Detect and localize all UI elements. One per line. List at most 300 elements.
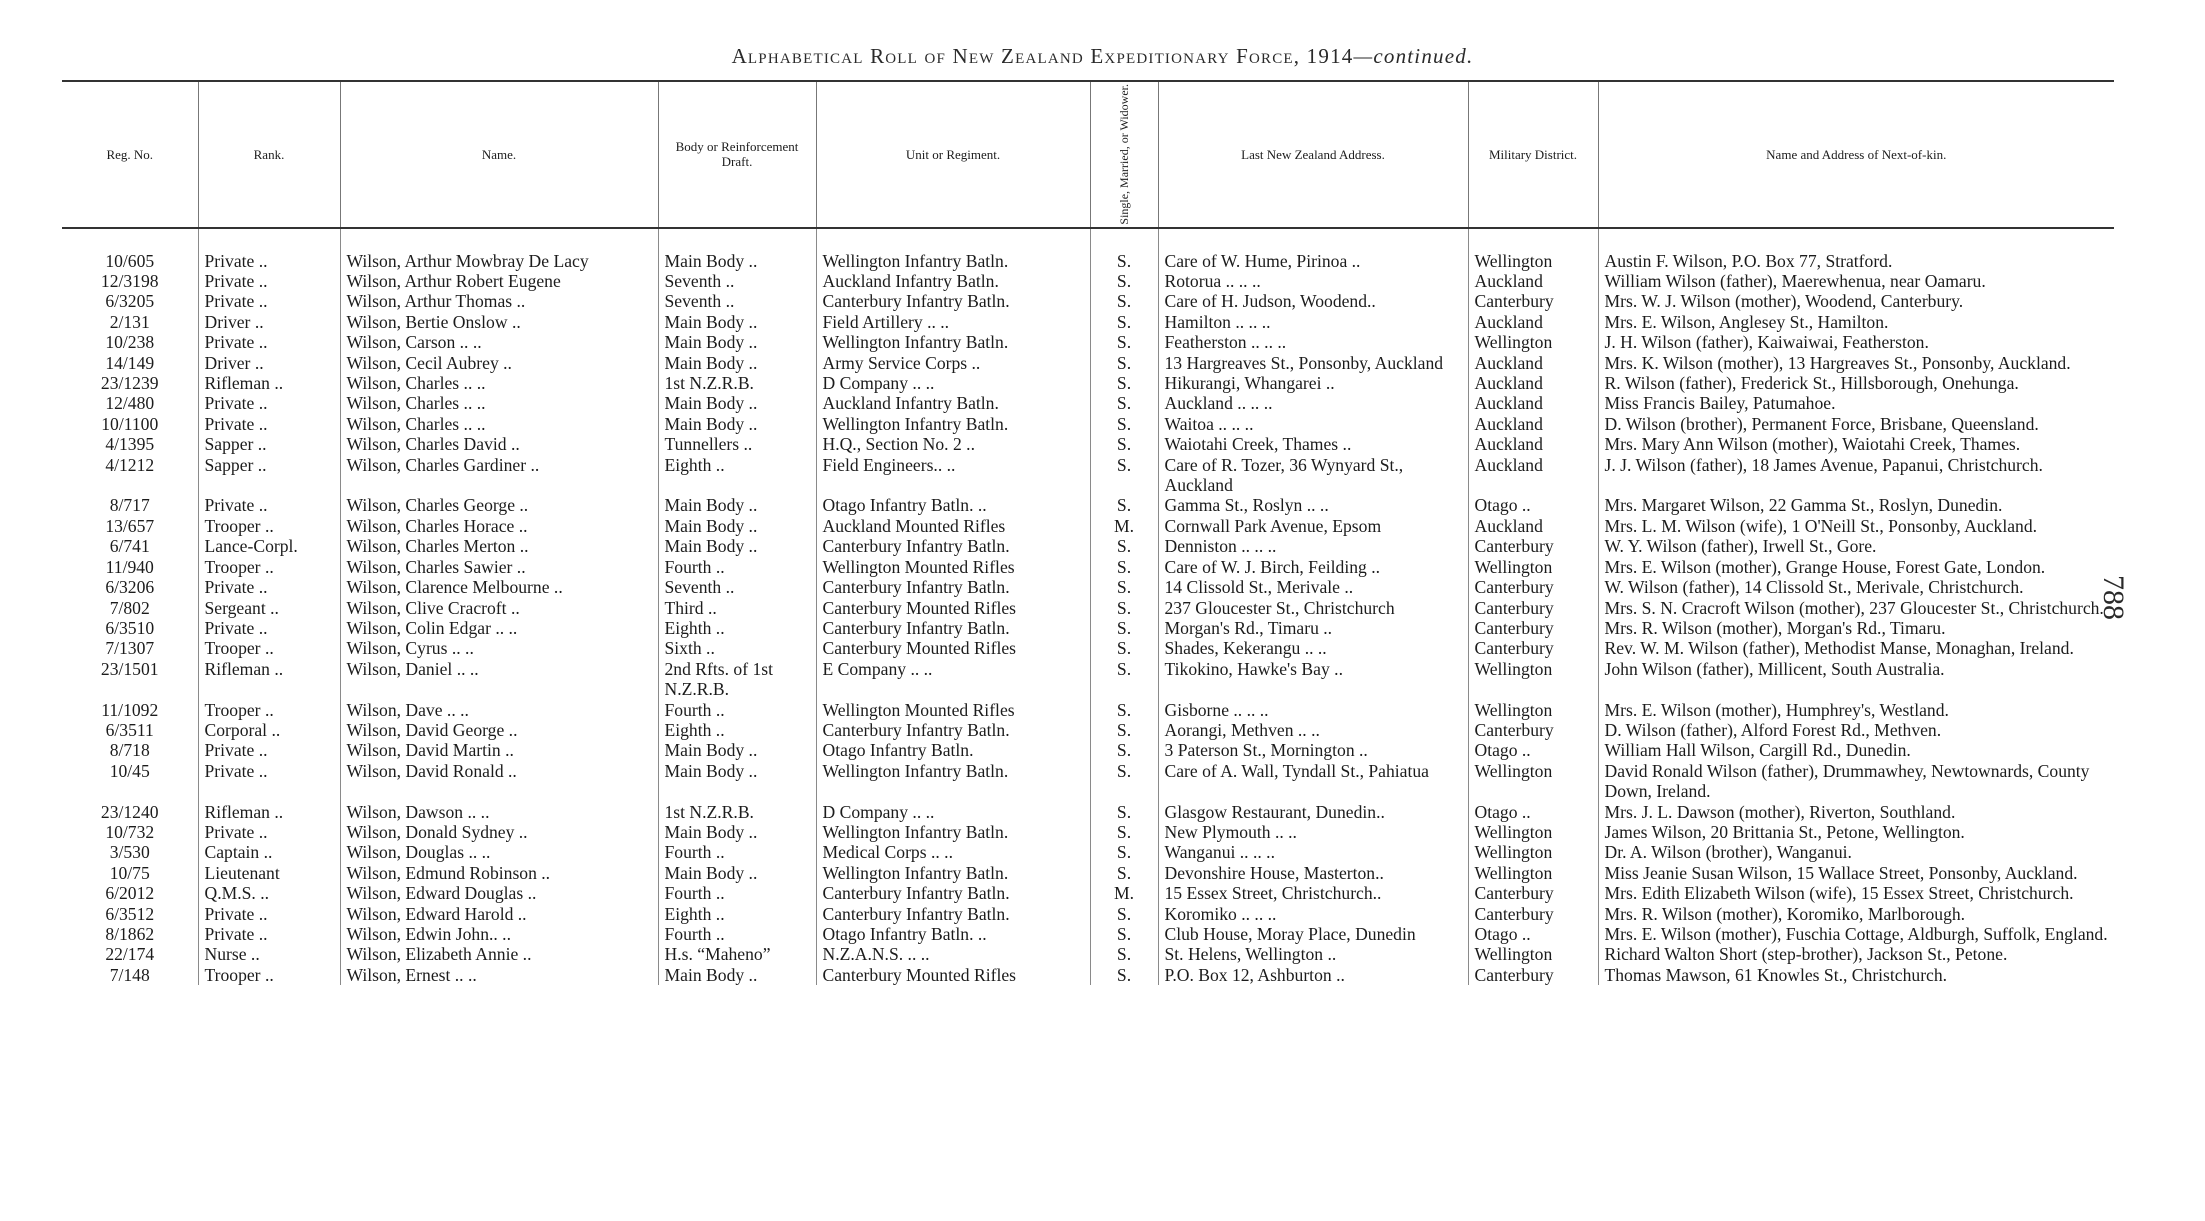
body-cell: Main Body .. [658,761,816,802]
address-cell: Care of R. Tozer, 36 Wynyard St., Auckland [1158,455,1468,496]
district-cell: Canterbury [1468,291,1598,311]
body-cell: Fourth .. [658,557,816,577]
district-cell: Otago .. [1468,802,1598,822]
reg-no-cell: 10/732 [105,821,155,842]
next-of-kin-cell: John Wilson (father), Millicent, South Australia. [1598,659,2114,700]
rank-cell: Private .. [198,495,340,515]
marital-status-cell: S. [1090,291,1158,311]
reg-no-cell: 3/530 [109,842,150,863]
body-cell: Seventh .. [658,271,816,291]
next-of-kin-cell: Austin F. Wilson, P.O. Box 77, Stratford. [1598,251,2114,271]
marital-status-cell: S. [1090,638,1158,658]
table-row [62,802,2114,822]
reg-no-cell: 6/3511 [105,719,154,740]
district-cell: Auckland [1468,312,1598,332]
address-cell: Care of A. Wall, Tyndall St., Pahiatua [1158,761,1468,802]
unit-cell: Wellington Infantry Batln. [816,822,1090,842]
marital-status-cell: S. [1090,700,1158,720]
rank-cell: Private .. [198,924,340,944]
column-header-name: Name. [340,81,658,228]
unit-cell: Army Service Corps .. [816,353,1090,373]
rank-cell: Private .. [198,251,340,271]
body-cell: Eighth .. [658,904,816,924]
marital-status-cell: S. [1090,312,1158,332]
table-header [62,81,2114,228]
marital-status-cell: S. [1090,373,1158,393]
address-cell: New Plymouth .. .. [1158,822,1468,842]
unit-cell: Canterbury Infantry Batln. [816,904,1090,924]
name-cell: Wilson, Douglas .. .. [340,842,658,862]
unit-cell: E Company .. .. [816,659,1090,700]
marital-status-cell: S. [1090,924,1158,944]
unit-cell: Auckland Mounted Rifles [816,516,1090,536]
rank-cell: Trooper .. [198,638,340,658]
next-of-kin-cell: Miss Francis Bailey, Patumahoe. [1598,393,2114,413]
address-cell: Devonshire House, Masterton.. [1158,863,1468,883]
unit-cell: Field Engineers.. .. [816,455,1090,496]
district-cell: Auckland [1468,373,1598,393]
marital-status-cell: S. [1090,965,1158,985]
table-row [62,557,2114,577]
body-cell: Main Body .. [658,516,816,536]
marital-status-cell: S. [1090,761,1158,802]
next-of-kin-cell: Dr. A. Wilson (brother), Wanganui. [1598,842,2114,862]
table-row [62,842,2114,862]
table-row [62,638,2114,658]
district-cell: Otago .. [1468,740,1598,760]
name-cell: Wilson, Charles Gardiner .. [340,455,658,496]
address-cell: 13 Hargreaves St., Ponsonby, Auckland [1158,353,1468,373]
rank-cell: Corporal .. [198,720,340,740]
marital-status-cell: S. [1090,536,1158,556]
rank-cell: Rifleman .. [198,802,340,822]
address-cell: St. Helens, Wellington .. [1158,944,1468,964]
table-row [62,863,2114,883]
reg-no-cell: 23/1239 [100,373,159,394]
table-row [62,434,2114,454]
marital-status-cell: S. [1090,495,1158,515]
name-cell: Wilson, Charles .. .. [340,373,658,393]
table-row [62,312,2114,332]
body-cell: Tunnellers .. [658,434,816,454]
unit-cell: Wellington Infantry Batln. [816,251,1090,271]
table-row [62,271,2114,291]
next-of-kin-cell: Mrs. J. L. Dawson (mother), Riverton, Southland. [1598,802,2114,822]
marital-status-cell: S. [1090,332,1158,352]
table-row [62,883,2114,903]
next-of-kin-cell: J. J. Wilson (father), 18 James Avenue, Papanui, Christchurch. [1598,455,2114,496]
column-header-reg-no: Reg. No. [62,81,198,228]
rank-cell: Private .. [198,577,340,597]
marital-status-cell: S. [1090,842,1158,862]
body-cell: Main Body .. [658,740,816,760]
unit-cell: Otago Infantry Batln. .. [816,495,1090,515]
name-cell: Wilson, Clarence Melbourne .. [340,577,658,597]
name-cell: Wilson, Cecil Aubrey .. [340,353,658,373]
rank-cell: Driver .. [198,312,340,332]
next-of-kin-cell: Mrs. R. Wilson (mother), Morgan's Rd., Timaru. [1598,618,2114,638]
district-cell: Canterbury [1468,965,1598,985]
page-title-continued: —continued. [1353,44,1474,68]
name-cell: Wilson, Arthur Mowbray De Lacy [340,251,658,271]
address-cell: Waitoa .. .. .. [1158,414,1468,434]
body-cell: Eighth .. [658,455,816,496]
rank-cell: Nurse .. [198,944,340,964]
column-header-address: Last New Zealand Address. [1158,81,1468,228]
unit-cell: D Company .. .. [816,802,1090,822]
name-cell: Wilson, Charles Sawier .. [340,557,658,577]
body-cell: Fourth .. [658,842,816,862]
name-cell: Wilson, Edmund Robinson .. [340,863,658,883]
next-of-kin-cell: Mrs. R. Wilson (mother), Koromiko, Marlborough. [1598,904,2114,924]
unit-cell: Canterbury Mounted Rifles [816,598,1090,618]
column-header-rank: Rank. [198,81,340,228]
next-of-kin-cell: Thomas Mawson, 61 Knowles St., Christchurch. [1598,965,2114,985]
marital-status-cell: S. [1090,863,1158,883]
address-cell: Waiotahi Creek, Thames .. [1158,434,1468,454]
table-row [62,536,2114,556]
name-cell: Wilson, Charles George .. [340,495,658,515]
name-cell: Wilson, Charles Horace .. [340,516,658,536]
reg-no-cell: 6/2012 [105,883,155,904]
body-cell: Main Body .. [658,863,816,883]
district-cell: Canterbury [1468,904,1598,924]
rank-cell: Trooper .. [198,700,340,720]
body-cell: Sixth .. [658,638,816,658]
address-cell: Morgan's Rd., Timaru .. [1158,618,1468,638]
name-cell: Wilson, Dawson .. .. [340,802,658,822]
table-row [62,904,2114,924]
rank-cell: Rifleman .. [198,659,340,700]
district-cell: Wellington [1468,842,1598,862]
name-cell: Wilson, Charles Merton .. [340,536,658,556]
name-cell: Wilson, Clive Cracroft .. [340,598,658,618]
rank-cell: Driver .. [198,353,340,373]
column-header-next-of-kin: Name and Address of Next-of-kin. [1598,81,2114,228]
body-cell: Eighth .. [658,720,816,740]
unit-cell: Wellington Infantry Batln. [816,863,1090,883]
table-row [62,353,2114,373]
next-of-kin-cell: Mrs. E. Wilson (mother), Grange House, Forest Gate, London. [1598,557,2114,577]
name-cell: Wilson, David Martin .. [340,740,658,760]
unit-cell: H.Q., Section No. 2 .. [816,434,1090,454]
next-of-kin-cell: W. Wilson (father), 14 Clissold St., Merivale, Christchurch. [1598,577,2114,597]
body-cell: 1st N.Z.R.B. [658,373,816,393]
district-cell: Wellington [1468,659,1598,700]
unit-cell: Canterbury Infantry Batln. [816,883,1090,903]
column-header-body: Body or Reinforcement Draft. [658,81,816,228]
table-row [62,495,2114,515]
reg-no-cell: 13/657 [105,515,155,536]
address-cell: Club House, Moray Place, Dunedin [1158,924,1468,944]
unit-cell: Wellington Infantry Batln. [816,761,1090,802]
next-of-kin-cell: Mrs. E. Wilson, Anglesey St., Hamilton. [1598,312,2114,332]
next-of-kin-cell: W. Y. Wilson (father), Irwell St., Gore. [1598,536,2114,556]
column-header-district: Military District. [1468,81,1598,228]
address-cell: Auckland .. .. .. [1158,393,1468,413]
column-header-unit: Unit or Regiment. [816,81,1090,228]
unit-cell: Wellington Infantry Batln. [816,414,1090,434]
address-cell: Cornwall Park Avenue, Epsom [1158,516,1468,536]
rank-cell: Trooper .. [198,557,340,577]
marital-status-cell: S. [1090,802,1158,822]
unit-cell: Wellington Mounted Rifles [816,700,1090,720]
body-cell: Seventh .. [658,291,816,311]
name-cell: Wilson, David George .. [340,720,658,740]
address-cell: Aorangi, Methven .. .. [1158,720,1468,740]
reg-no-cell: 10/605 [105,250,155,271]
rank-cell: Private .. [198,740,340,760]
rank-cell: Sapper .. [198,434,340,454]
name-cell: Wilson, Charles .. .. [340,393,658,413]
district-cell: Auckland [1468,455,1598,496]
reg-no-cell: 6/741 [109,536,150,557]
marital-status-cell: S. [1090,455,1158,496]
table-row [62,618,2114,638]
address-cell: 14 Clissold St., Merivale .. [1158,577,1468,597]
district-cell: Auckland [1468,353,1598,373]
body-cell: Main Body .. [658,536,816,556]
name-cell: Wilson, Bertie Onslow .. [340,312,658,332]
table-row [62,577,2114,597]
address-cell: Wanganui .. .. .. [1158,842,1468,862]
district-cell: Wellington [1468,557,1598,577]
table-row [62,393,2114,413]
address-cell: Rotorua .. .. .. [1158,271,1468,291]
reg-no-cell: 8/1862 [105,924,155,945]
address-cell: Tikokino, Hawke's Bay .. [1158,659,1468,700]
next-of-kin-cell: Mrs. S. N. Cracroft Wilson (mother), 237 Gloucester St., Christchurch. [1598,598,2114,618]
unit-cell: Auckland Infantry Batln. [816,271,1090,291]
unit-cell: Otago Infantry Batln. [816,740,1090,760]
body-cell: Fourth .. [658,924,816,944]
column-header-marital-status-label: Single, Married, or Widower. [1117,84,1131,225]
reg-no-cell: 12/3198 [100,271,159,292]
unit-cell: Canterbury Infantry Batln. [816,291,1090,311]
unit-cell: Canterbury Infantry Batln. [816,720,1090,740]
marital-status-cell: S. [1090,904,1158,924]
name-cell: Wilson, Charles David .. [340,434,658,454]
body-cell: Third .. [658,598,816,618]
unit-cell: Canterbury Infantry Batln. [816,577,1090,597]
marital-status-cell: S. [1090,944,1158,964]
reg-no-cell: 7/148 [109,964,150,985]
next-of-kin-cell: J. H. Wilson (father), Kaiwaiwai, Featherston. [1598,332,2114,352]
table-row [62,720,2114,740]
district-cell: Wellington [1468,944,1598,964]
name-cell: Wilson, Carson .. .. [340,332,658,352]
marital-status-cell: S. [1090,434,1158,454]
rank-cell: Private .. [198,822,340,842]
next-of-kin-cell: Mrs. Margaret Wilson, 22 Gamma St., Roslyn, Dunedin. [1598,495,2114,515]
district-cell: Canterbury [1468,618,1598,638]
body-cell: Seventh .. [658,577,816,597]
reg-no-cell: 8/717 [109,495,150,516]
district-cell: Wellington [1468,761,1598,802]
reg-no-cell: 11/940 [105,556,154,577]
rank-cell: Private .. [198,332,340,352]
next-of-kin-cell: William Hall Wilson, Cargill Rd., Dunedin. [1598,740,2114,760]
reg-no-cell: 7/1307 [105,638,155,659]
name-cell: Wilson, Elizabeth Annie .. [340,944,658,964]
table-row [62,700,2114,720]
body-cell: Main Body .. [658,251,816,271]
reg-no-cell: 10/75 [109,862,150,883]
rank-cell: Lance-Corpl. [198,536,340,556]
rank-cell: Private .. [198,393,340,413]
unit-cell: Wellington Mounted Rifles [816,557,1090,577]
name-cell: Wilson, Charles .. .. [340,414,658,434]
reg-no-cell: 23/1501 [100,658,159,679]
page-number: 788 [2097,575,2130,620]
marital-status-cell: S. [1090,618,1158,638]
page-title [0,44,2205,69]
header-spacer-row [62,228,2114,251]
body-cell: Main Body .. [658,822,816,842]
reg-no-cell: 22/174 [105,944,155,965]
body-cell: Main Body .. [658,965,816,985]
rank-cell: Private .. [198,904,340,924]
address-cell: 3 Paterson St., Mornington .. [1158,740,1468,760]
table-row [62,659,2114,700]
district-cell: Wellington [1468,863,1598,883]
table-row [62,332,2114,352]
unit-cell: Otago Infantry Batln. .. [816,924,1090,944]
next-of-kin-cell: Mrs. E. Wilson (mother), Humphrey's, Westland. [1598,700,2114,720]
district-cell: Canterbury [1468,638,1598,658]
reg-no-cell: 10/45 [109,760,150,781]
next-of-kin-cell: James Wilson, 20 Brittania St., Petone, Wellington. [1598,822,2114,842]
address-cell: Hamilton .. .. .. [1158,312,1468,332]
address-cell: Denniston .. .. .. [1158,536,1468,556]
marital-status-cell: S. [1090,822,1158,842]
reg-no-cell: 4/1395 [105,434,155,455]
name-cell: Wilson, Edward Harold .. [340,904,658,924]
marital-status-cell: S. [1090,740,1158,760]
marital-status-cell: S. [1090,659,1158,700]
district-cell: Auckland [1468,271,1598,291]
marital-status-cell: S. [1090,557,1158,577]
table-row [62,598,2114,618]
reg-no-cell: 11/1092 [101,699,159,720]
body-cell: 2nd Rfts. of 1st N.Z.R.B. [658,659,816,700]
reg-no-cell: 4/1212 [105,454,155,475]
name-cell: Wilson, Arthur Thomas .. [340,291,658,311]
rank-cell: Captain .. [198,842,340,862]
district-cell: Canterbury [1468,883,1598,903]
unit-cell: D Company .. .. [816,373,1090,393]
address-cell: Shades, Kekerangu .. .. [1158,638,1468,658]
table-row [62,291,2114,311]
unit-cell: Canterbury Mounted Rifles [816,965,1090,985]
rank-cell: Private .. [198,291,340,311]
unit-cell: Medical Corps .. .. [816,842,1090,862]
rank-cell: Trooper .. [198,516,340,536]
district-cell: Auckland [1468,393,1598,413]
marital-status-cell: S. [1090,720,1158,740]
name-cell: Wilson, Edward Douglas .. [340,883,658,903]
address-cell: Gamma St., Roslyn .. .. [1158,495,1468,515]
reg-no-cell: 23/1240 [100,801,159,822]
body-cell: Fourth .. [658,883,816,903]
reg-no-cell: 10/238 [105,332,155,353]
next-of-kin-cell: Mrs. K. Wilson (mother), 13 Hargreaves St., Ponsonby, Auckland. [1598,353,2114,373]
address-cell: Gisborne .. .. .. [1158,700,1468,720]
unit-cell: Canterbury Infantry Batln. [816,536,1090,556]
address-cell: Koromiko .. .. .. [1158,904,1468,924]
district-cell: Canterbury [1468,598,1598,618]
reg-no-cell: 6/3512 [105,903,155,924]
next-of-kin-cell: Mrs. E. Wilson (mother), Fuschia Cottage, Aldburgh, Suffolk, England. [1598,924,2114,944]
name-cell: Wilson, David Ronald .. [340,761,658,802]
marital-status-cell: S. [1090,271,1158,291]
unit-cell: Auckland Infantry Batln. [816,393,1090,413]
next-of-kin-cell: Mrs. Mary Ann Wilson (mother), Waiotahi Creek, Thames. [1598,434,2114,454]
rank-cell: Lieutenant [198,863,340,883]
unit-cell: Canterbury Mounted Rifles [816,638,1090,658]
reg-no-cell: 6/3510 [105,617,155,638]
next-of-kin-cell: Mrs. Edith Elizabeth Wilson (wife), 15 Essex Street, Christchurch. [1598,883,2114,903]
marital-status-cell: S. [1090,414,1158,434]
next-of-kin-cell: Richard Walton Short (step-brother), Jackson St., Petone. [1598,944,2114,964]
address-cell: P.O. Box 12, Ashburton .. [1158,965,1468,985]
body-cell: Eighth .. [658,618,816,638]
name-cell: Wilson, Dave .. .. [340,700,658,720]
marital-status-cell: S. [1090,577,1158,597]
table-row [62,455,2114,496]
table-row [62,944,2114,964]
roll-table [62,80,2114,985]
name-cell: Wilson, Donald Sydney .. [340,822,658,842]
district-cell: Canterbury [1468,577,1598,597]
table-row [62,740,2114,760]
district-cell: Canterbury [1468,720,1598,740]
next-of-kin-cell: Miss Jeanie Susan Wilson, 15 Wallace Street, Ponsonby, Auckland. [1598,863,2114,883]
rank-cell: Private .. [198,414,340,434]
rank-cell: Trooper .. [198,965,340,985]
district-cell: Otago .. [1468,495,1598,515]
address-cell: Hikurangi, Whangarei .. [1158,373,1468,393]
column-header-marital-status [1090,81,1158,228]
address-cell: Care of W. J. Birch, Feilding .. [1158,557,1468,577]
unit-cell: N.Z.A.N.S. .. .. [816,944,1090,964]
marital-status-cell: S. [1090,598,1158,618]
body-cell: Main Body .. [658,414,816,434]
address-cell: Glasgow Restaurant, Dunedin.. [1158,802,1468,822]
rank-cell: Sapper .. [198,455,340,496]
address-cell: Care of W. Hume, Pirinoa .. [1158,251,1468,271]
body-cell: Main Body .. [658,495,816,515]
district-cell: Auckland [1468,414,1598,434]
reg-no-cell: 2/131 [109,311,150,332]
name-cell: Wilson, Arthur Robert Eugene [340,271,658,291]
district-cell: Wellington [1468,700,1598,720]
next-of-kin-cell: Rev. W. M. Wilson (father), Methodist Manse, Monaghan, Ireland. [1598,638,2114,658]
next-of-kin-cell: D. Wilson (brother), Permanent Force, Brisbane, Queensland. [1598,414,2114,434]
marital-status-cell: S. [1090,251,1158,271]
rank-cell: Sergeant .. [198,598,340,618]
unit-cell: Wellington Infantry Batln. [816,332,1090,352]
reg-no-cell: 6/3205 [105,291,155,312]
table-row [62,924,2114,944]
reg-no-cell: 10/1100 [101,413,159,434]
district-cell: Auckland [1468,434,1598,454]
district-cell: Wellington [1468,332,1598,352]
name-cell: Wilson, Edwin John.. .. [340,924,658,944]
marital-status-cell: M. [1090,883,1158,903]
rank-cell: Private .. [198,761,340,802]
unit-cell: Canterbury Infantry Batln. [816,618,1090,638]
